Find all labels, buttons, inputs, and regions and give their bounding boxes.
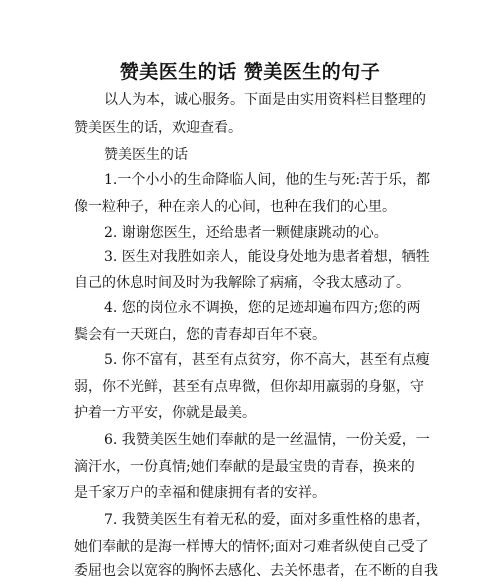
item-4-line-2: 鬓会有一天斑白，您的青春却百年不衰。 bbox=[74, 327, 326, 343]
item-3-line-1: 3. 医生对我胜如亲人，能设身处地为患者着想，牺牲 bbox=[104, 249, 430, 265]
item-5-line-3: 护着一方平安，你就是最美。 bbox=[74, 405, 256, 421]
intro-line-2: 赞美医生的话，欢迎查看。 bbox=[74, 120, 242, 136]
section-heading: 赞美医生的话 bbox=[104, 147, 188, 163]
document-title: 赞美医生的话 赞美医生的句子 bbox=[119, 61, 381, 83]
item-6-line-3: 是千家万户的幸福和健康拥有者的安祥。 bbox=[74, 485, 326, 501]
item-6-line-1: 6. 我赞美医生她们奉献的是一丝温情，一份关爱，一 bbox=[104, 432, 430, 448]
item-1-line-1: 1.一个小小的生命降临人间，他的生与死:苦于乐，都 bbox=[104, 172, 431, 188]
item-1-line-2: 像一粒种子，种在亲人的心间，也种在我们的心里。 bbox=[74, 199, 396, 215]
item-7-line-3: 委屈也会以宽容的胸怀去感化、去关怀患者，在不断的自我 bbox=[74, 563, 438, 579]
item-5-line-1: 5. 你不富有，甚至有点贫穷，你不高大，甚至有点瘦 bbox=[104, 352, 430, 368]
intro-line-1: 以人为本，诚心服务。下面是由实用资料栏目整理的 bbox=[104, 92, 426, 108]
item-7-line-2: 她们奉献的是海一样博大的情怀;面对刁难者纵使自己受了 bbox=[74, 539, 429, 555]
item-2-line-1: 2. 谢谢您医生，还给患者一颗健康跳动的心。 bbox=[104, 225, 388, 241]
item-7-line-1: 7. 我赞美医生有着无私的爱，面对多重性格的患者， bbox=[104, 512, 430, 528]
item-4-line-1: 4. 您的岗位永不调换，您的足迹却遍布四方;您的两 bbox=[104, 300, 421, 316]
item-5-line-2: 弱，你不光鲜，甚至有点卑微，但你却用羸弱的身躯，守 bbox=[74, 379, 424, 395]
item-6-line-2: 滴汗水，一份真情;她们奉献的是最宝贵的青春，换来的 bbox=[74, 459, 415, 475]
item-3-line-2: 自己的休息时间及时为我解除了病痛，令我太感动了。 bbox=[74, 275, 410, 291]
